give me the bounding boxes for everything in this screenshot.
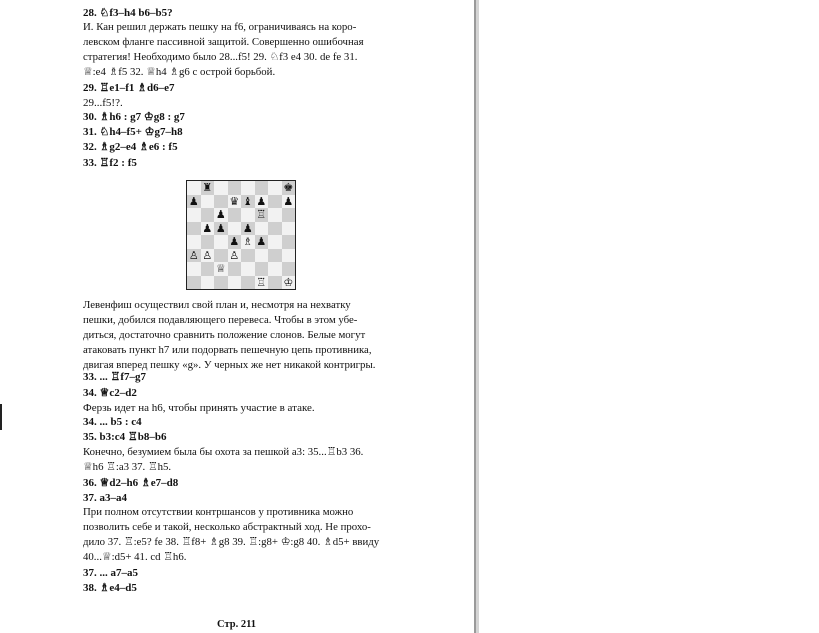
text-line: двигая вперед пешку «g». У черных же нет никакой контригры. [83, 359, 376, 371]
text-line: И. Кан решил держать пешку на f6, ограничиваясь на коро- [83, 21, 357, 33]
board-square [214, 195, 228, 209]
move-note: 29...f5!?. [83, 97, 123, 109]
board-square [255, 249, 269, 263]
move-37-black: 37. ... a7–a5 [83, 567, 138, 579]
text-line: дило 37. ♖:e5? fe 38. ♖f8+ ♗g8 39. ♖:g8+ ♔:g8 40. ♗d5+ ввиду [83, 536, 380, 548]
commentary-paragraph-3 [83, 445, 410, 475]
text-line: левском фланге пассивной защитой. Совершенно ошибочная [83, 36, 364, 48]
board-square: ♟ [215, 221, 226, 235]
move-35: 35. b3:c4 ♖b8–b6 [83, 431, 167, 443]
board-square [282, 249, 296, 263]
commentary-paragraph-4 [83, 505, 410, 565]
board-square [201, 235, 215, 249]
board-square [228, 222, 242, 236]
board-square [214, 181, 228, 195]
text-line: пешки, добился подавляющего перевеса. Чтобы в этом убе- [83, 314, 358, 326]
board-square [268, 208, 282, 222]
board-square [268, 249, 282, 263]
board-square [187, 276, 201, 290]
board-square [282, 262, 296, 276]
text-line: Конечно, безумием была бы охота за пешкой a3: 35...♖b3 36. [83, 446, 364, 458]
move-29: 29. ♖e1–f1 ♗d6–e7 [83, 82, 175, 94]
page-edge-shadow [476, 0, 479, 633]
board-square [187, 181, 201, 195]
move-28: 28. ♘f3–h4 b6–b5? [83, 7, 173, 19]
move-34-black: 34. ... b5 : c4 [83, 416, 142, 428]
board-square: ♟ [188, 194, 199, 208]
board-square: ♜ [202, 181, 213, 194]
board-square: ♟ [283, 194, 294, 208]
board-square [241, 181, 255, 195]
board-square: ♙ [188, 248, 199, 262]
board-square [187, 235, 201, 249]
board-square [228, 208, 242, 222]
board-square: ♕ [215, 262, 226, 275]
board-square: ♚ [283, 181, 294, 194]
board-square [282, 235, 296, 249]
board-square [255, 181, 269, 195]
text-line: Левенфиш осуществил свой план и, несмотря на нехватку [83, 299, 351, 311]
move-note: Ферзь идет на h6, чтобы принять участие в атаке. [83, 402, 315, 414]
board-square [268, 235, 282, 249]
board-square [214, 249, 228, 263]
board-square: ♟ [242, 221, 253, 235]
board-square [241, 249, 255, 263]
commentary-paragraph-2 [83, 298, 410, 373]
board-square [187, 222, 201, 236]
board-square [282, 208, 296, 222]
move-36: 36. ♕d2–h6 ♗e7–d8 [83, 477, 179, 489]
board-square [255, 222, 269, 236]
board-square: ♟ [229, 235, 240, 248]
text-line: ♕h6 ♖:a3 37. ♖h5. [83, 461, 172, 473]
move-38: 38. ♗e4–d5 [83, 582, 137, 594]
board-square: ♖ [256, 208, 267, 221]
board-square [241, 262, 255, 276]
text-line: стратегия! Необходимо было 28...f5! 29. ♘f3 e4 30. de fe 31. [83, 51, 358, 63]
move-34: 34. ♕c2–d2 [83, 387, 137, 399]
board-square [201, 195, 215, 209]
board-square [201, 262, 215, 276]
board-square [214, 276, 228, 290]
board-square: ♔ [283, 275, 294, 289]
board-square [201, 276, 215, 290]
board-square [228, 276, 242, 290]
board-square: ♟ [256, 194, 267, 208]
text-line: ♕:e4 ♗f5 32. ♕h4 ♗g6 с острой борьбой. [83, 66, 276, 78]
move-32: 32. ♗g2–e4 ♗e6 : f5 [83, 141, 178, 153]
commentary-paragraph-1 [83, 20, 410, 80]
board-square: ♝ [242, 194, 253, 208]
text-line: При полном отсутствии контршансов у противника можно [83, 506, 354, 518]
text-line: позволить себе и такой, несколько абстрактный ход. Не прохо- [83, 521, 371, 533]
text-line: атаковать пункт h7 или подорвать пешечную цепь противника, [83, 344, 372, 356]
board-square [268, 262, 282, 276]
board-square: ♙ [202, 248, 213, 262]
board-square [241, 276, 255, 290]
move-37: 37. a3–a4 [83, 492, 127, 504]
chess-diagram [186, 180, 296, 290]
move-30: 30. ♗h6 : g7 ♔g8 : g7 [83, 111, 185, 123]
move-33-black: 33. ... ♖f7–g7 [83, 371, 147, 383]
board-square [241, 208, 255, 222]
board-square: ♟ [202, 221, 213, 235]
board-square: ♗ [242, 235, 253, 248]
board-square [268, 181, 282, 195]
left-margin-mark [0, 404, 2, 430]
board-square: ♖ [256, 275, 267, 289]
board-square [187, 208, 201, 222]
board-square [187, 262, 201, 276]
board-square [268, 276, 282, 290]
page-number: Стр. 211 [217, 619, 256, 630]
board-square [228, 262, 242, 276]
board-square [268, 222, 282, 236]
move-31: 31. ♘h4–f5+ ♔g7–h8 [83, 126, 183, 138]
move-33: 33. ♖f2 : f5 [83, 157, 137, 169]
board-square: ♟ [215, 208, 226, 221]
board-square: ♛ [229, 194, 240, 208]
board-square [228, 181, 242, 195]
text-line: 40...♕:d5+ 41. cd ♖h6. [83, 551, 187, 563]
board-square [255, 262, 269, 276]
text-line: диться, достаточно сравнить положение слонов. Белые могут [83, 329, 366, 341]
board-square: ♟ [256, 235, 267, 248]
board-square [214, 235, 228, 249]
board-square [282, 222, 296, 236]
board-square [268, 195, 282, 209]
board-square [201, 208, 215, 222]
board-square: ♙ [229, 248, 240, 262]
